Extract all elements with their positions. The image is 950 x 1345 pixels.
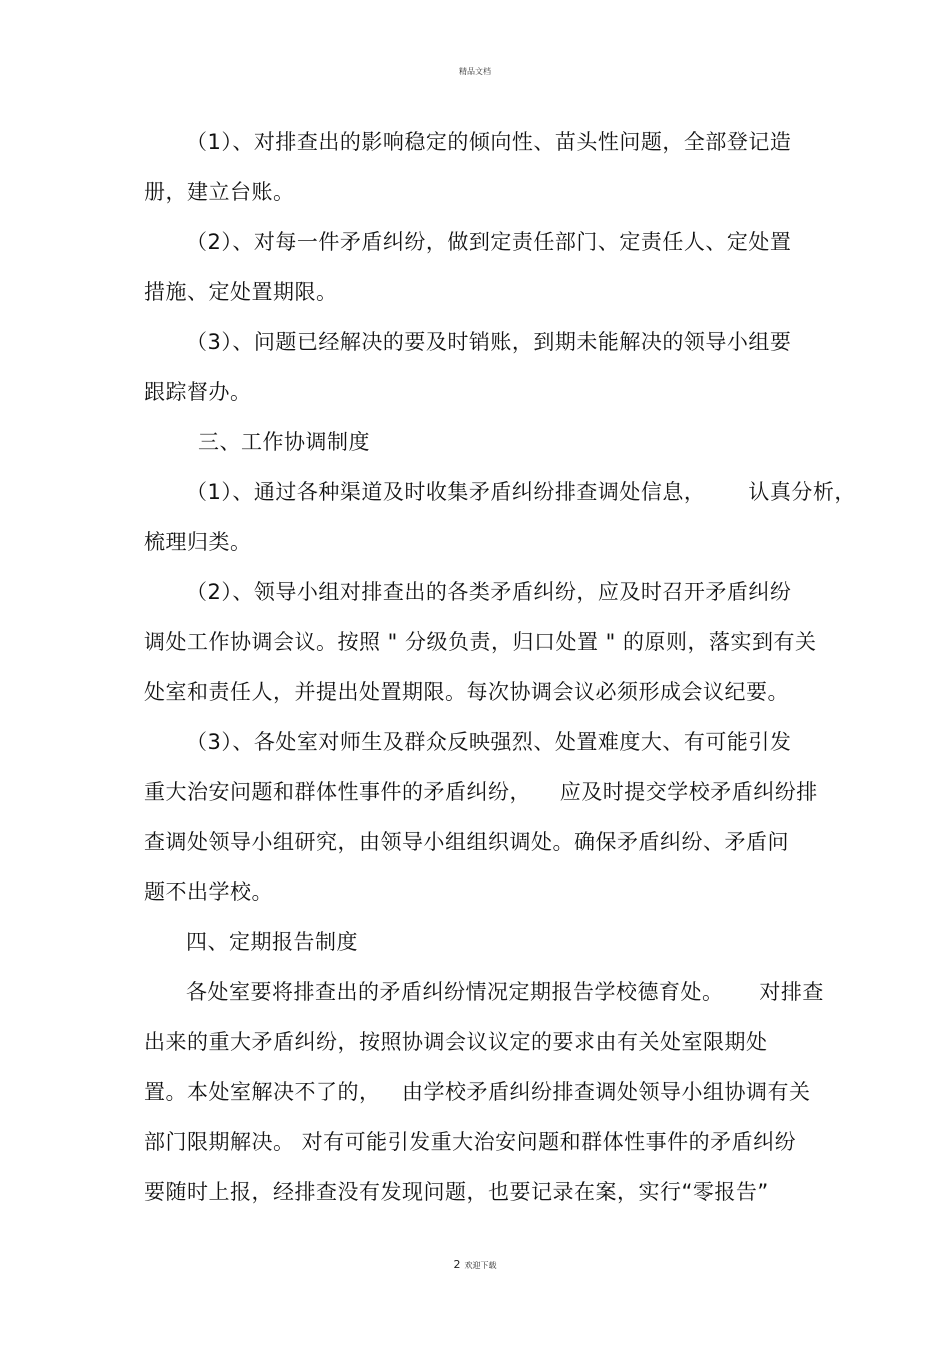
text-line: （2）、对每一件矛盾纠纷，做到定责任部门、定责任人、定处置 [186,230,792,254]
text-line: 部门限期解决。 对有可能引发重大治安问题和群体性事件的矛盾纠纷 [144,1130,797,1154]
text-line: （3）、问题已经解决的要及时销账，到期未能解决的领导小组要 [186,330,792,354]
text-line: 各处室要将排查出的矛盾纠纷情况定期报告学校德育处。 对排查 [186,980,824,1004]
text-line: 重大治安问题和群体性事件的矛盾纠纷， 应及时提交学校矛盾纠纷排 [144,780,818,804]
text-line: 置。本处室解决不了的， 由学校矛盾纠纷排查调处领导小组协调有关 [144,1080,811,1104]
text-line: 调处工作协调会议。按照 " 分级负责，归口处置 " 的原则，落实到有关 [144,630,817,654]
text-line: （1）、对排查出的影响稳定的倾向性、苗头性问题，全部登记造 [186,130,792,154]
page-header: 精品文档 [459,67,491,76]
page-number: 2 [453,1258,461,1271]
text-line: 跟踪督办。 [144,380,252,404]
page-footer [0,1258,950,1271]
text-line: （1）、通过各种渠道及时收集矛盾纠纷排查调处信息， 认真分析， [186,480,856,504]
text-line: 册，建立台账。 [144,180,295,204]
section-heading: 四、定期报告制度 [186,930,358,954]
text-line: 处室和责任人，并提出处置期限。每次协调会议必须形成会议纪要。 [144,680,789,704]
text-line: 题不出学校。 [144,880,273,904]
text-line: 出来的重大矛盾纠纷，按照协调会议议定的要求由有关处室限期处 [144,1030,768,1054]
text-line: 查调处领导小组研究，由领导小组组织调处。确保矛盾纠纷、矛盾问 [144,830,789,854]
text-line: （2）、领导小组对排查出的各类矛盾纠纷，应及时召开矛盾纠纷 [186,580,792,604]
text-line: 梳理归类。 [144,530,252,554]
section-heading: 三、工作协调制度 [198,430,370,454]
text-line: （3）、各处室对师生及群众反映强烈、处置难度大、有可能引发 [186,730,792,754]
text-line: 措施、定处置期限。 [144,280,338,304]
footer-text: 欢迎下载 [464,1261,497,1270]
text-line: 要随时上报，经排查没有发现问题，也要记录在案，实行“零报告” [144,1180,769,1204]
